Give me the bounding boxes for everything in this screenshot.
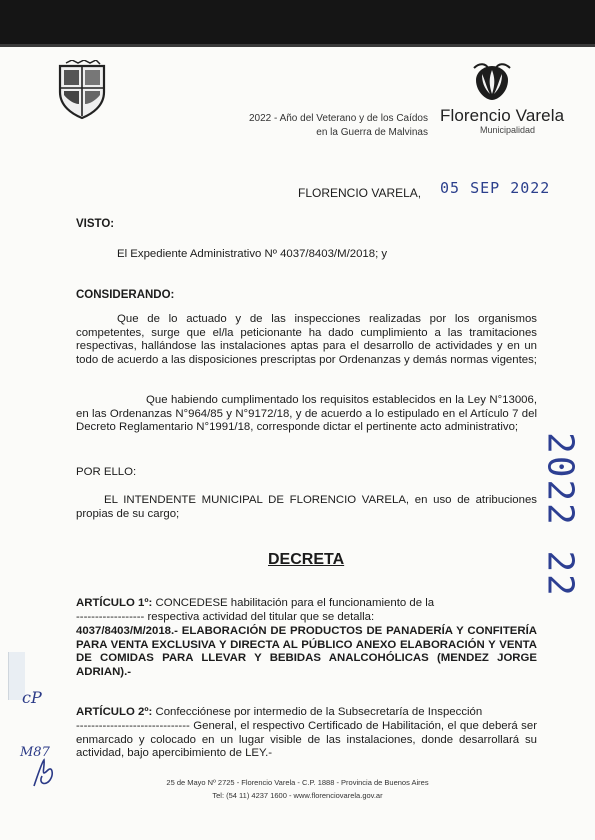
articulo-2-text: Confecciónese por intermedio de la Subsecretaría de Inspección xyxy=(155,706,483,718)
slogan-line-1: 2022 - Año del Veterano y de los Caídos xyxy=(248,113,428,124)
handwritten-mark-1: cP xyxy=(22,688,42,707)
articulo-2-label: ARTÍCULO 2º: xyxy=(76,706,153,718)
coat-of-arms-icon xyxy=(56,60,108,120)
articulo-1-detail: 4037/8403/M/2018.- ELABORACIÓN DE PRODUCTOS DE PANADERÍA Y CONFITERÍA PARA VENTA EXCLUSIVA Y DIRECTA AL PÚBLICO ANEXO ELABORACIÓN Y VENTA DE COMIDAS PARA LLEVAR Y BEBIDAS ANALCOHÓLICAS (MENDEZ JORGE ADRIAN).- xyxy=(76,625,537,678)
articulo-1-line-1 xyxy=(76,597,537,611)
articulo-2-text-2: General, el respectivo Certificado de Habilitación, el que deberá ser enmarcado y colocado en un lugar visible de las instalaciones, donde desarrollará su actividad, bajo apercibimiento de LEY.- xyxy=(76,720,537,760)
logo-name: Florencio Varela xyxy=(440,106,565,125)
scan-top-edge xyxy=(0,44,595,47)
por-ello-text: EL INTENDENTE MUNICIPAL DE FLORENCIO VARELA, en uso de atribuciones propias de su cargo; xyxy=(76,494,537,520)
considerando-heading: CONSIDERANDO: xyxy=(76,289,175,301)
por-ello-heading: POR ELLO: xyxy=(76,466,137,478)
footer-address: 25 de Mayo Nº 2725 - Florencio Varela - C.P. 1888 - Provincia de Buenos Aires xyxy=(166,778,429,787)
articulo-1-text: CONCEDESE habilitación para el funcionamiento de la xyxy=(155,597,435,609)
articulo-2-line-2 xyxy=(76,720,537,761)
articulo-1-label: ARTÍCULO 1º: xyxy=(76,597,153,609)
year-slogan xyxy=(150,112,428,140)
decreta-title: DECRETA xyxy=(268,551,345,568)
logo-subtitle: Municipalidad xyxy=(480,125,536,135)
visto-text: El Expediente Administrativo Nº 4037/8403/M/2018; y xyxy=(117,248,388,260)
florencio-varela-logo-icon xyxy=(470,62,514,102)
footer-contact: Tel: (54 11) 4237 1600 - www.florenciovarela.gov.ar xyxy=(212,791,383,800)
articulo-1-text-2: respectiva actividad del titular que se detalla: xyxy=(147,611,375,623)
scan-top-strip xyxy=(0,0,595,44)
articulo-1-line-2 xyxy=(76,611,537,625)
date-stamp: 05 SEP 2022 xyxy=(440,179,551,197)
dash-filler: ------------------ xyxy=(76,611,148,623)
slogan-line-2: en la Guerra de Malvinas xyxy=(316,127,428,138)
handwritten-mark-2: M87 xyxy=(20,745,50,760)
dash-filler: ------------------------------ xyxy=(76,720,194,732)
vertical-stamp-text: 2022 22 xyxy=(539,432,581,598)
vertical-number-stamp xyxy=(534,420,586,610)
considerando-paragraph-1: Que de lo actuado y de las inspecciones realizadas por los organismos competentes, surge que el/la peticionante ha dado cumplimiento a las tramitaciones respectivas, hallándose las instalaciones aptas para el desarrollo de actividades y en un todo de acuerdo a las disposiciones prescriptas por Ordenanzas y demás normas vigentes; xyxy=(76,313,537,366)
place-label: FLORENCIO VARELA, xyxy=(298,186,422,200)
visto-heading: VISTO: xyxy=(76,218,115,230)
considerando-paragraph-2: Que habiendo cumplimentado los requisitos establecidos en la Ley N°13006, en las Ordenanzas N°964/85 y N°9172/18, y de acuerdo a lo estipulado en el Artículo 7 del Decreto Reglamentario N°1991/18, corresponde dictar el pertinente acto administrativo; xyxy=(76,394,537,434)
articulo-2-line-1 xyxy=(76,706,537,720)
